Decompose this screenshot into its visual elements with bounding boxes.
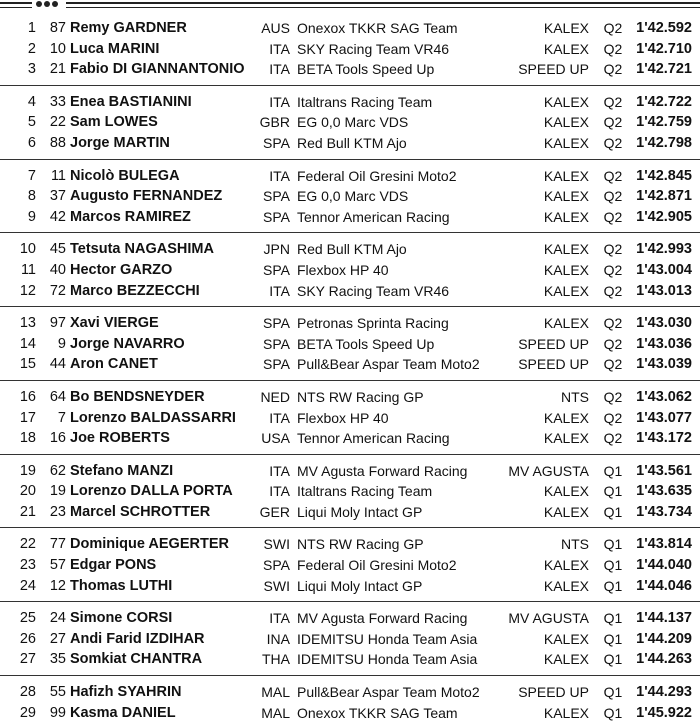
nationality-cell: JPN: [263, 241, 290, 258]
position-cell: 8: [27, 188, 36, 205]
session-cell: Q2: [603, 20, 623, 36]
constructor-cell: MV AGUSTA: [508, 610, 589, 627]
nationality-cell: GER: [259, 503, 290, 520]
team-name-cell: MV Agusta Forward Racing: [297, 462, 468, 479]
lap-time-cell: 1'44.137: [636, 610, 692, 627]
table-row: [0, 682, 700, 703]
position-cell: 18: [19, 430, 36, 447]
rider-number-cell: 22: [49, 114, 66, 131]
table-row: [0, 112, 700, 133]
position-cell: 22: [19, 536, 36, 553]
rider-name-cell: Nicolò BULEGA: [70, 167, 180, 184]
session-cell: Q2: [603, 261, 623, 278]
nationality-cell: ITA: [269, 282, 290, 299]
constructor-cell: KALEX: [543, 282, 589, 299]
lap-time-cell: 1'42.993: [636, 241, 692, 258]
constructor-cell: SPEED UP: [518, 684, 589, 701]
rider-name-cell: Xavi VIERGE: [70, 315, 159, 332]
nationality-cell: USA: [261, 430, 290, 447]
constructor-cell: KALEX: [543, 114, 589, 131]
session-cell: Q1: [603, 577, 623, 594]
rider-number-cell: 24: [49, 610, 66, 627]
session-cell: Q2: [603, 208, 623, 225]
table-row: [0, 534, 700, 555]
result-group: [0, 232, 700, 301]
lap-time-cell: 1'43.077: [636, 409, 692, 426]
constructor-cell: KALEX: [543, 577, 589, 594]
table-row: [0, 428, 700, 449]
rider-number-cell: 11: [50, 167, 66, 184]
session-cell: Q2: [603, 409, 623, 426]
session-cell: Q2: [603, 430, 623, 447]
position-cell: 3: [27, 61, 36, 78]
nationality-cell: ITA: [269, 409, 290, 426]
nationality-cell: SPA: [263, 261, 290, 278]
nationality-cell: SPA: [263, 557, 290, 574]
position-cell: 7: [27, 167, 36, 184]
result-group: [0, 85, 700, 154]
lap-time-cell: 1'43.172: [636, 430, 692, 447]
lap-time-cell: 1'43.635: [636, 483, 692, 500]
session-cell: Q2: [603, 282, 623, 299]
lap-time-cell: 1'43.734: [636, 503, 692, 520]
session-cell: Q2: [603, 40, 623, 57]
session-cell: Q2: [603, 61, 623, 78]
team-name-cell: Pull&Bear Aspar Team Moto2: [297, 356, 480, 373]
result-group: [0, 306, 700, 375]
table-row: [0, 608, 700, 629]
rider-number-cell: 23: [49, 503, 66, 520]
rider-name-cell: Sam LOWES: [70, 114, 158, 131]
nationality-cell: SWI: [263, 536, 290, 553]
table-row: [0, 166, 700, 187]
result-group: [0, 527, 700, 596]
team-name-cell: IDEMITSU Honda Team Asia: [297, 651, 478, 668]
team-name-cell: NTS RW Racing GP: [297, 388, 424, 405]
nationality-cell: AUS: [261, 20, 290, 36]
lap-time-cell: 1'43.004: [636, 261, 692, 278]
position-cell: 17: [19, 409, 36, 426]
result-group: [0, 18, 700, 80]
team-name-cell: Red Bull KTM Ajo: [297, 134, 407, 151]
nationality-cell: ITA: [269, 610, 290, 627]
constructor-cell: SPEED UP: [518, 356, 589, 373]
rider-number-cell: 37: [49, 188, 66, 205]
nationality-cell: ITA: [269, 167, 290, 184]
rider-name-cell: Stefano MANZI: [70, 462, 174, 479]
header-line-thick: [0, 2, 700, 4]
constructor-cell: MV AGUSTA: [508, 462, 589, 479]
constructor-cell: KALEX: [543, 630, 589, 647]
result-group: [0, 454, 700, 523]
constructor-cell: KALEX: [543, 430, 589, 447]
session-cell: Q2: [603, 114, 623, 131]
results-table: [0, 18, 700, 723]
position-cell: 23: [19, 557, 36, 574]
table-row: [0, 502, 700, 523]
logo-icon: [32, 0, 66, 9]
result-group: [0, 675, 700, 723]
nationality-cell: INA: [266, 630, 290, 647]
rider-name-cell: Marcos RAMIREZ: [70, 208, 191, 225]
rider-name-cell: Tetsuta NAGASHIMA: [70, 241, 214, 258]
rider-name-cell: Luca MARINI: [70, 40, 160, 57]
table-row: [0, 59, 700, 80]
lap-time-cell: 1'43.039: [636, 356, 692, 373]
table-row: [0, 92, 700, 113]
rider-number-cell: 97: [49, 315, 66, 332]
nationality-cell: SPA: [263, 335, 290, 352]
position-cell: 10: [19, 241, 36, 258]
constructor-cell: NTS: [561, 388, 589, 405]
position-cell: 13: [19, 315, 36, 332]
lap-time-cell: 1'43.062: [636, 388, 692, 405]
rider-number-cell: 35: [49, 651, 66, 668]
lap-time-cell: 1'42.721: [636, 61, 692, 78]
session-cell: Q2: [603, 356, 623, 373]
session-cell: Q2: [603, 134, 623, 151]
nationality-cell: SPA: [263, 208, 290, 225]
position-cell: 29: [19, 704, 36, 721]
rider-number-cell: 72: [49, 282, 66, 299]
constructor-cell: KALEX: [543, 188, 589, 205]
constructor-cell: KALEX: [543, 167, 589, 184]
rider-name-cell: Simone CORSI: [70, 610, 173, 627]
rider-name-cell: Bo BENDSNEYDER: [70, 388, 205, 405]
table-row: [0, 461, 700, 482]
team-name-cell: Onexox TKKR SAG Team: [297, 704, 458, 721]
lap-time-cell: 1'42.759: [636, 114, 692, 131]
table-row: [0, 186, 700, 207]
session-cell: Q1: [603, 704, 623, 721]
team-name-cell: Liqui Moly Intact GP: [297, 577, 423, 594]
team-name-cell: Flexbox HP 40: [297, 409, 389, 426]
rider-number-cell: 10: [49, 40, 66, 57]
session-cell: Q2: [603, 93, 623, 110]
rider-name-cell: Marco BEZZECCHI: [70, 282, 200, 299]
position-cell: 4: [27, 93, 36, 110]
position-cell: 2: [27, 40, 36, 57]
rider-number-cell: 21: [49, 61, 66, 78]
rider-number-cell: 44: [49, 356, 66, 373]
lap-time-cell: 1'42.592: [636, 20, 692, 36]
nationality-cell: MAL: [261, 684, 290, 701]
constructor-cell: KALEX: [543, 93, 589, 110]
rider-name-cell: Jorge MARTIN: [70, 134, 170, 151]
session-cell: Q1: [603, 684, 623, 701]
team-name-cell: EG 0,0 Marc VDS: [297, 114, 409, 131]
nationality-cell: SWI: [263, 577, 290, 594]
team-name-cell: Tennor American Racing: [297, 430, 450, 447]
position-cell: 19: [19, 462, 36, 479]
session-cell: Q1: [603, 630, 623, 647]
rider-name-cell: Somkiat CHANTRA: [70, 651, 203, 668]
rider-number-cell: 9: [57, 335, 66, 352]
team-name-cell: IDEMITSU Honda Team Asia: [297, 630, 478, 647]
rider-number-cell: 7: [57, 409, 66, 426]
rider-number-cell: 27: [49, 630, 66, 647]
rider-name-cell: Hafizh SYAHRIN: [70, 684, 182, 701]
session-cell: Q1: [603, 610, 623, 627]
constructor-cell: KALEX: [543, 483, 589, 500]
session-cell: Q2: [603, 388, 623, 405]
nationality-cell: SPA: [263, 188, 290, 205]
table-row: [0, 555, 700, 576]
header-rule: [0, 0, 700, 12]
nationality-cell: ITA: [269, 462, 290, 479]
team-name-cell: Pull&Bear Aspar Team Moto2: [297, 684, 480, 701]
rider-number-cell: 12: [49, 577, 66, 594]
rider-number-cell: 33: [49, 93, 66, 110]
session-cell: Q1: [603, 462, 623, 479]
team-name-cell: BETA Tools Speed Up: [297, 61, 435, 78]
position-cell: 1: [27, 20, 36, 36]
table-row: [0, 576, 700, 597]
rider-number-cell: 19: [49, 483, 66, 500]
table-row: [0, 207, 700, 228]
position-cell: 15: [19, 356, 36, 373]
lap-time-cell: 1'44.293: [636, 684, 692, 701]
lap-time-cell: 1'44.263: [636, 651, 692, 668]
team-name-cell: Federal Oil Gresini Moto2: [297, 557, 457, 574]
table-row: [0, 387, 700, 408]
rider-name-cell: Lorenzo DALLA PORTA: [70, 483, 233, 500]
rider-name-cell: Joe ROBERTS: [70, 430, 170, 447]
rider-name-cell: Edgar PONS: [70, 557, 157, 574]
team-name-cell: Italtrans Racing Team: [297, 93, 433, 110]
nationality-cell: SPA: [263, 315, 290, 332]
team-name-cell: Federal Oil Gresini Moto2: [297, 167, 457, 184]
result-group: [0, 159, 700, 228]
rider-name-cell: Fabio DI GIANNANTONIO: [70, 61, 245, 78]
position-cell: 26: [19, 630, 36, 647]
constructor-cell: KALEX: [543, 503, 589, 520]
nationality-cell: ITA: [269, 93, 290, 110]
session-cell: Q1: [603, 536, 623, 553]
team-name-cell: Tennor American Racing: [297, 208, 450, 225]
lap-time-cell: 1'43.013: [636, 282, 692, 299]
position-cell: 25: [19, 610, 36, 627]
team-name-cell: Red Bull KTM Ajo: [297, 241, 407, 258]
rider-number-cell: 77: [49, 536, 66, 553]
result-group: [0, 601, 700, 670]
lap-time-cell: 1'42.871: [636, 188, 692, 205]
constructor-cell: SPEED UP: [518, 61, 589, 78]
rider-number-cell: 57: [49, 557, 66, 574]
nationality-cell: MAL: [261, 704, 290, 721]
session-cell: Q2: [603, 315, 623, 332]
team-name-cell: SKY Racing Team VR46: [297, 40, 450, 57]
lap-time-cell: 1'43.814: [636, 536, 692, 553]
nationality-cell: ITA: [269, 483, 290, 500]
session-cell: Q2: [603, 241, 623, 258]
position-cell: 9: [27, 208, 36, 225]
rider-name-cell: Aron CANET: [70, 356, 158, 373]
team-name-cell: SKY Racing Team VR46: [297, 282, 450, 299]
team-name-cell: Onexox TKKR SAG Team: [297, 20, 458, 36]
rider-number-cell: 87: [49, 20, 66, 36]
table-row: [0, 239, 700, 260]
session-cell: Q2: [603, 335, 623, 352]
constructor-cell: KALEX: [543, 134, 589, 151]
nationality-cell: SPA: [263, 134, 290, 151]
rider-number-cell: 40: [49, 261, 66, 278]
rider-name-cell: Andi Farid IZDIHAR: [70, 630, 205, 647]
lap-time-cell: 1'43.036: [636, 335, 692, 352]
rider-name-cell: Dominique AEGERTER: [70, 536, 229, 553]
nationality-cell: NED: [260, 388, 290, 405]
constructor-cell: KALEX: [543, 409, 589, 426]
constructor-cell: SPEED UP: [518, 335, 589, 352]
lap-time-cell: 1'42.722: [636, 93, 692, 110]
rider-number-cell: 16: [49, 430, 66, 447]
position-cell: 28: [19, 684, 36, 701]
table-row: [0, 260, 700, 281]
team-name-cell: EG 0,0 Marc VDS: [297, 188, 409, 205]
rider-name-cell: Enea BASTIANINI: [70, 93, 192, 110]
rider-name-cell: Thomas LUTHI: [70, 577, 173, 594]
session-cell: Q2: [603, 167, 623, 184]
lap-time-cell: 1'44.209: [636, 630, 692, 647]
team-name-cell: NTS RW Racing GP: [297, 536, 424, 553]
table-row: [0, 39, 700, 60]
lap-time-cell: 1'42.798: [636, 134, 692, 151]
session-cell: Q1: [603, 503, 623, 520]
position-cell: 16: [19, 388, 36, 405]
table-row: [0, 481, 700, 502]
rider-number-cell: 55: [49, 684, 66, 701]
table-row: [0, 18, 700, 39]
result-group: [0, 380, 700, 449]
lap-time-cell: 1'42.905: [636, 208, 692, 225]
table-row: [0, 281, 700, 302]
team-name-cell: BETA Tools Speed Up: [297, 335, 435, 352]
lap-time-cell: 1'43.030: [636, 315, 692, 332]
rider-number-cell: 88: [49, 134, 66, 151]
rider-name-cell: Kasma DANIEL: [70, 704, 176, 721]
team-name-cell: Liqui Moly Intact GP: [297, 503, 423, 520]
rider-name-cell: Marcel SCHROTTER: [70, 503, 211, 520]
session-cell: Q1: [603, 651, 623, 668]
rider-name-cell: Jorge NAVARRO: [70, 335, 185, 352]
rider-number-cell: 45: [49, 241, 66, 258]
table-row: [0, 649, 700, 670]
constructor-cell: KALEX: [543, 315, 589, 332]
position-cell: 12: [19, 282, 36, 299]
table-row: [0, 354, 700, 375]
rider-name-cell: Hector GARZO: [70, 261, 173, 278]
table-row: [0, 629, 700, 650]
lap-time-cell: 1'44.040: [636, 557, 692, 574]
team-name-cell: Italtrans Racing Team: [297, 483, 433, 500]
nationality-cell: ITA: [269, 61, 290, 78]
position-cell: 5: [27, 114, 36, 131]
position-cell: 21: [19, 503, 36, 520]
lap-time-cell: 1'42.845: [636, 167, 692, 184]
header-line-thin: [0, 7, 700, 8]
lap-time-cell: 1'42.710: [636, 40, 692, 57]
lap-time-cell: 1'45.922: [636, 704, 692, 721]
team-name-cell: MV Agusta Forward Racing: [297, 610, 468, 627]
position-cell: 14: [19, 335, 36, 352]
position-cell: 6: [27, 134, 36, 151]
lap-time-cell: 1'43.561: [636, 462, 692, 479]
constructor-cell: NTS: [561, 536, 589, 553]
session-cell: Q2: [603, 188, 623, 205]
nationality-cell: SPA: [263, 356, 290, 373]
team-name-cell: Flexbox HP 40: [297, 261, 389, 278]
table-row: [0, 133, 700, 154]
table-row: [0, 313, 700, 334]
session-cell: Q1: [603, 483, 623, 500]
table-row: [0, 334, 700, 355]
nationality-cell: THA: [262, 651, 290, 668]
session-cell: Q1: [603, 557, 623, 574]
position-cell: 27: [19, 651, 36, 668]
position-cell: 11: [20, 261, 36, 278]
constructor-cell: KALEX: [543, 261, 589, 278]
rider-number-cell: 62: [49, 462, 66, 479]
rider-number-cell: 42: [49, 208, 66, 225]
constructor-cell: KALEX: [543, 208, 589, 225]
rider-name-cell: Lorenzo BALDASSARRI: [70, 409, 236, 426]
constructor-cell: KALEX: [543, 40, 589, 57]
position-cell: 20: [19, 483, 36, 500]
constructor-cell: KALEX: [543, 704, 589, 721]
nationality-cell: ITA: [269, 40, 290, 57]
constructor-cell: KALEX: [543, 557, 589, 574]
constructor-cell: KALEX: [543, 651, 589, 668]
nationality-cell: GBR: [259, 114, 290, 131]
constructor-cell: KALEX: [543, 20, 589, 36]
lap-time-cell: 1'44.046: [636, 577, 692, 594]
position-cell: 24: [19, 577, 36, 594]
team-name-cell: Petronas Sprinta Racing: [297, 315, 449, 332]
constructor-cell: KALEX: [543, 241, 589, 258]
rider-name-cell: Augusto FERNANDEZ: [70, 188, 223, 205]
table-row: [0, 408, 700, 429]
rider-number-cell: 64: [49, 388, 66, 405]
rider-name-cell: Remy GARDNER: [70, 20, 187, 36]
rider-number-cell: 99: [49, 704, 66, 721]
